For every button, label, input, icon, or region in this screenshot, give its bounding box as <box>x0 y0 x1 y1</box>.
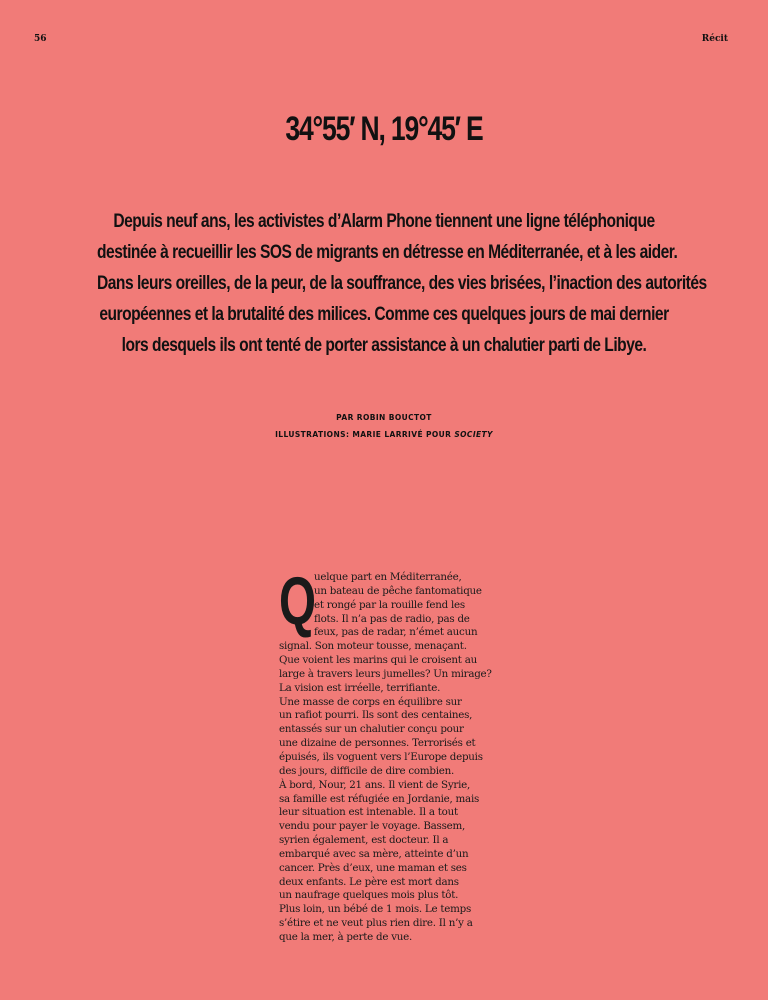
body-line: flots. Il n’a pas de radio, pas de <box>314 612 470 625</box>
body-line: sa famille est réfugiée en Jordanie, mais <box>279 792 480 805</box>
body-line: large à travers leurs jumelles? Un mirage? <box>279 667 492 680</box>
body-line: À bord, Nour, 21 ans. Il vient de Syrie, <box>279 778 471 791</box>
body-line: que la mer, à perte de vue. <box>279 930 413 943</box>
author-credit: PAR ROBIN BOUCTOT <box>336 413 432 422</box>
body-line: cancer. Près d’eux, une maman et ses <box>279 861 467 874</box>
page-number: 56 <box>34 34 47 44</box>
body-line: feux, pas de radar, n’émet aucun <box>314 626 478 639</box>
standfirst-line: destinée à recueillir les SOS de migrants en détresse en Méditerranée, et à les aider. <box>97 242 678 263</box>
body-line: Que voient les marins qui le croisent au <box>279 654 477 667</box>
body-line: deux enfants. Le père est mort dans <box>279 875 459 888</box>
standfirst-line: Dans leurs oreilles, de la peur, de la souffrance, des vies brisées, l’inaction des autorités <box>97 273 707 294</box>
publication-name: SOCIETY <box>454 430 493 439</box>
standfirst-line: européennes et la brutalité des milices. Comme ces quelques jours de mai dernier <box>99 304 669 325</box>
body-line: épuisés, ils voguent vers l’Europe depuis <box>279 750 483 763</box>
article-body <box>279 563 504 945</box>
standfirst <box>34 206 734 361</box>
emphasis-alarm-phone: Alarm Phone <box>340 211 432 232</box>
body-line: des jours, difficile de dire combien. <box>279 764 455 777</box>
body-line: vendu pour payer le voyage. Bassem, <box>279 820 466 833</box>
standfirst-line: lors desquels ils ont tenté de porter assistance à un chalutier parti de Libye. <box>121 335 647 356</box>
body-line: entassés sur un chalutier conçu pour <box>279 723 464 736</box>
illustrations-credit: ILLUSTRATIONS: MARIE LARRIVÉ POUR SOCIETY <box>275 430 493 439</box>
body-line: La vision est irréelle, terrifiante. <box>279 681 441 694</box>
body-line: signal. Son moteur tousse, menaçant. <box>279 640 467 653</box>
body-line: uelque part en Méditerranée, <box>314 571 462 583</box>
body-line: et rongé par la rouille fend les <box>314 598 465 611</box>
body-line: Une masse de corps en équilibre sur <box>279 695 462 708</box>
drop-cap: Q <box>279 563 316 639</box>
emphasis-mediterranee: Méditerranée <box>488 242 580 263</box>
body-line: s’étire et ne veut plus rien dire. Il n’y a <box>279 917 473 930</box>
byline <box>0 409 768 443</box>
article-title: 34°55′ N, 19°45′ E <box>285 110 483 148</box>
body-line: leur situation est intenable. Il a tout <box>279 806 458 819</box>
body-line: un rafiot pourri. Ils sont des centaines, <box>279 709 473 722</box>
body-line: un naufrage quelques mois plus tôt. <box>279 889 459 902</box>
section-label: Récit <box>701 34 728 44</box>
body-line: syrien également, est docteur. Il a <box>279 834 449 847</box>
standfirst-line: Depuis neuf ans, les activistes d’Alarm Phone tiennent une ligne téléphonique <box>113 211 655 232</box>
body-line: une dizaine de personnes. Terrorisés et <box>279 737 476 750</box>
body-line: Plus loin, un bébé de 1 mois. Le temps <box>279 903 471 916</box>
body-line: un bateau de pêche fantomatique <box>314 584 482 597</box>
body-line: embarqué avec sa mère, atteinte d’un <box>279 847 469 860</box>
